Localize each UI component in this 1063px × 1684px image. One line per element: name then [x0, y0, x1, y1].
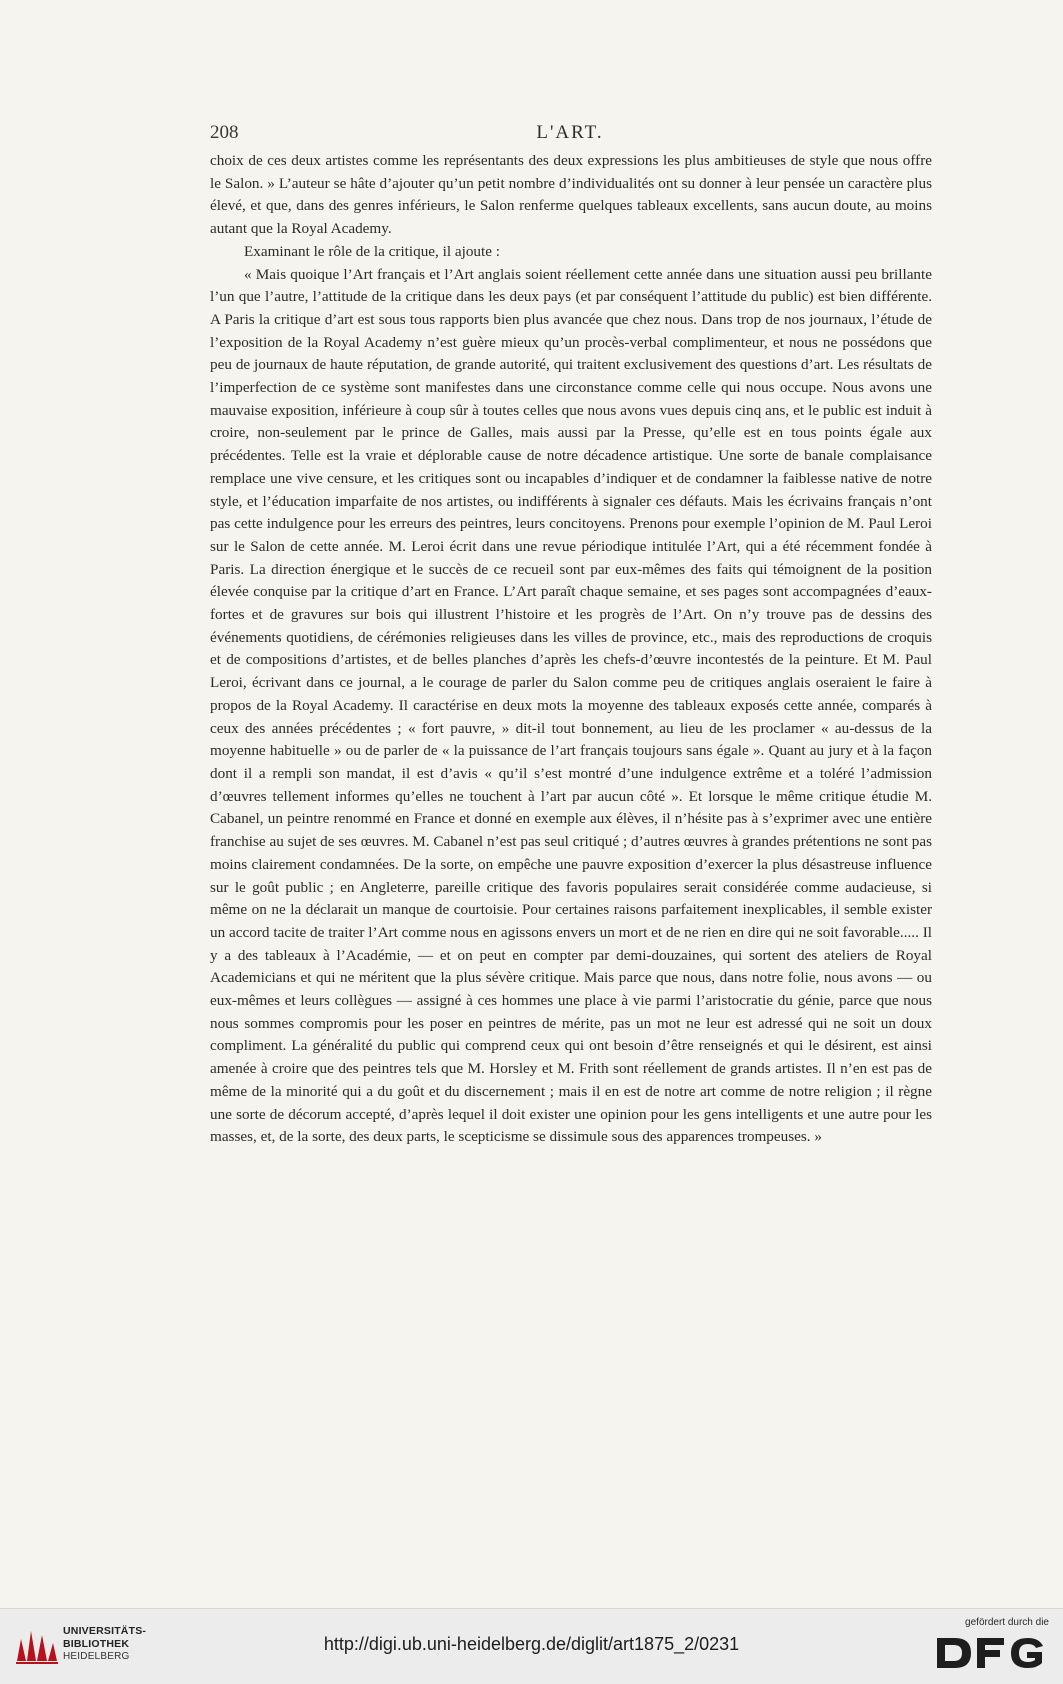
- library-name-line-1: UNIVERSITÄTS-: [63, 1625, 147, 1637]
- paragraph-3: « Mais quoique l’Art français et l’Art anglais soient réellement cette année dans une situation aussi peu brillante l’un que l’autre, l’attitude de la critique dans les deux pays (et par conséquent l’attitude du public) est bien différente. A Paris la critique d’art est sous tous rapports bien plus avancée que chez nous. Dans trop de nos journaux, l’étude de l’exposition de la Royal Academy n’est guère mieux qu’un procès-verbal complimenteur, et nous ne possédons que peu de journaux de haute réputation, de grande autorité, qui traitent exclusivement des questions d’art. Les résultats de l’imperfection de ce système sont manifestes dans une circonstance comme celle qui nous occupe. Nous avons une mauvaise exposition, inférieure à coup sûr à toutes celles que nous avons vues depuis cinq ans, et le public est induit à croire, non-seulement par le prince de Galles, mais aussi par la Presse, qu’elle est en tous points égale aux précédentes. Telle est la vraie et déplorable cause de notre décadence artistique. Une sorte de banale complaisance remplace une vive censure, et les critiques sont ou incapables d’indiquer et de condamner la faiblesse native de notre style, et l’éducation imparfaite de nos artistes, ou indifférents à signaler ces défauts. Mais les écrivains français n’ont pas cette indulgence pour les erreurs des peintres, leurs concitoyens. Prenons pour exemple l’opinion de M. Paul Leroi sur le Salon de cette année. M. Leroi écrit dans une revue périodique intitulée l’Art, qui a été récemment fondée à Paris. La direction énergique et le succès de ce recueil sont par eux-mêmes des faits qui témoignent de la position élevée conquise par la critique d’art en France. L’Art paraît chaque semaine, et ses pages sont accompagnées d’eaux-fortes et de gravures sur bois qui illustrent l’histoire et les progrès de l’Art. On n’y trouve pas de dessins des événements quotidiens, de cérémonies religieuses dans les villes de province, etc., mais des reproductions de croquis et de compositions d’artistes, et de belles planches d’après les chefs-d’œuvre incontestés de la peinture. Et M. Paul Leroi, écrivant dans ce journal, a le courage de parler du Salon comme peu de critiques anglais oseraient le faire à propos de la Royal Academy. Il caractérise en deux mots la moyenne des tableaux exposés cette année, comparés à ceux des années précédentes ; « fort pauvre, » dit-il tout bonnement, au lieu de les proclamer « au-dessus de la moyenne habituelle » ou de parler de « la puissance de l’art français toujours sans égale ». Quant au jury et à la façon dont il a rempli son mandat, il est d’avis « qu’il s’est montré d’une indulgence extrême et a toléré l’admission d’œuvres tellement informes qu’elles ne touchent à l’art par aucun côté ». Et lorsque le même critique étudie M. Cabanel, un peintre renommé en France et donné en exemple aux élèves, il n’hésite pas à s’exprimer avec une entière franchise au sujet de ses œuvres. M. Cabanel n’est pas seul critiqué ; d’autres œuvres à grandes prétentions ne sont pas moins clairement condamnées. De la sorte, on empêche une pauvre exposition d’exercer la plus désastreuse influence sur le goût public ; en Angleterre, pareille critique des favoris populaires serait considérée comme audacieuse, si même on ne la déclarait un manque de courtoisie. Pour certaines raisons parfaitement inexplicables, il semble exister un accord tacite de traiter l’Art comme nous en agissons envers un mort et de ne rien en dire qui ne soit favorable..... Il y a des tableaux à l’Académie, — et on peut en compter par demi-douzaines, qui sortent des ateliers de Royal Academicians et qui ne méritent que la plus sévère critique. Mais parce que nous, dans notre folie, nous avons — ou eux-mêmes et leurs collègues — assigné à ces hommes une place à vie parmi l’aristocratie du génie, parce que nous nous sommes compromis pour les poser en peintres de mérite, pas un mot ne leur est adressé qui ne soit un doux compliment. La généralité du public qui comprend ceux qui ont besoin d’être renseignés et qui le désirent, est ainsi amenée à croire que des peintres tels que M. Horsley et M. Frith sont réellement de grands artistes. Il n’en est pas de même de la minorité qui a du goût et du discernement ; mais il en est de notre art comme de notre religion ; il règne une sorte de décorum accepté, d’après lequel il doit exister une opinion pour les gens intelligents et une autre pour les masses, et, de la sorte, des deux parts, le scepticisme se dissimule sous des apparences trompeuses. »: [210, 265, 932, 1146]
- permalink-url[interactable]: http://digi.ub.uni-heidelberg.de/diglit/art1875_2/0231: [323, 1634, 740, 1654]
- library-name-line-2: BIBLIOTHEK: [63, 1638, 130, 1650]
- sponsor-label: gefördert durch die: [965, 1617, 1049, 1628]
- sponsor-block[interactable]: [929, 1617, 1049, 1679]
- library-name-line-3: HEIDELBERG: [63, 1651, 130, 1662]
- article-body: [210, 150, 932, 1149]
- paragraph-1: choix de ces deux artistes comme les représentants des deux expressions les plus ambitieuses de style que nous offre le Salon. » L’auteur se hâte d’ajouter qu’un petit nombre d’individualités ont su donner à leur pensée un caractère plus élevé, et que, dans des genres inférieurs, le Salon renferme quelques tableaux excellents, sans aucun doute, au moins autant que la Royal Academy.: [210, 152, 932, 238]
- page-header: [210, 122, 930, 146]
- page-number: 208: [210, 122, 239, 143]
- dfg-logo-icon: [931, 1632, 1049, 1674]
- paragraph-2: Examinant le rôle de la critique, il ajoute :: [244, 242, 500, 260]
- journal-title: L'ART.: [536, 122, 604, 143]
- viewer-footer: [0, 1608, 1063, 1684]
